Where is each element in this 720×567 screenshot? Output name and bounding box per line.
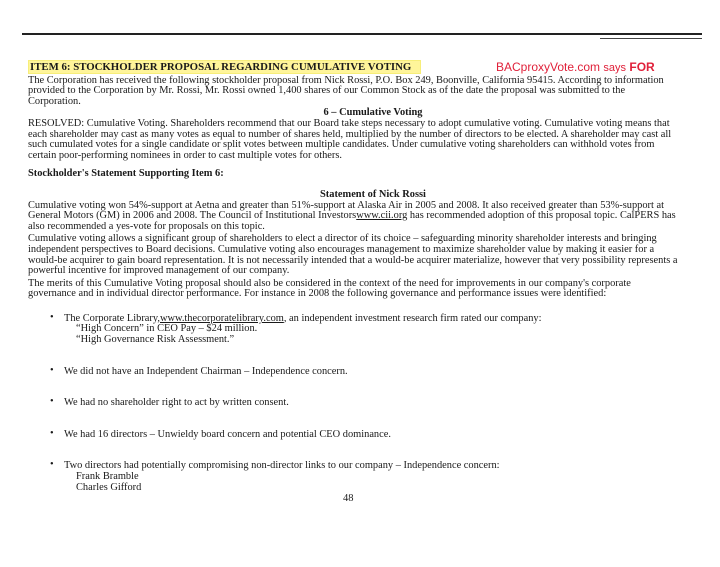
item-title xyxy=(28,62,421,73)
proposal-heading: 6 – Cumulative Voting xyxy=(323,107,423,119)
bullet-icon: • xyxy=(50,311,54,323)
paragraph-1-text-a: Cumulative voting won 54%-support at Aetna and greater than 51%-support at Alaska Air in 2005 and 2008. It also received greater than 53%-support at General Motors (GM) in 2006 and 2008. The Council of Institutional Investors xyxy=(28,199,664,222)
list-item xyxy=(50,427,678,441)
issues-list xyxy=(28,311,678,493)
page-number: 48 xyxy=(343,493,354,504)
bullet-icon: • xyxy=(50,364,54,376)
statement-heading: Statement of Nick Rossi xyxy=(320,188,426,200)
bullet-icon: • xyxy=(50,427,54,439)
intro-paragraph: The Corporation has received the following stockholder proposal from Nick Rossi, P.O. Box 249, Boonville, California 95415. According to information provided to the Corporation by Mr. Rossi, Mr. Rossi owned 1,400 shares of our Common Stock as of the date the proposal was submitted to the Corporation. xyxy=(28,74,664,107)
bullet-5-sub-2: Charles Gifford xyxy=(76,481,142,493)
bullet-1-text-a: The Corporate Library, xyxy=(64,312,160,324)
promo-for: FOR xyxy=(629,60,655,74)
resolved-paragraph: RESOLVED: Cumulative Voting. Shareholders recommend that our Board take steps necessary to adopt cumulative voting. Cumulative voting means that each shareholder may cast as many votes as equal to number of shares held, multiplied by the number of directors to be elected. A shareholder may cast all such cumulated votes for a single candidate or split votes between multiple candidates. Under cumulative voting shareholders can withhold votes from certain poor-performing nominees in order to cast multiple votes for others. xyxy=(28,117,672,161)
bullet-icon: • xyxy=(50,396,54,408)
list-item xyxy=(50,396,678,409)
bullet-1-text-b: , an independent investment research firm rated our company: xyxy=(283,312,542,324)
bullet-5-sub-1: Frank Bramble xyxy=(76,471,139,483)
paragraph-3: The merits of this Cumulative Voting proposal should also be considered in the context of the need for improvements in our company's corporate governance and in individual director performance. For instance in 2008 the following governance and performance issues were identified: xyxy=(28,277,631,300)
promo-site: BACproxyVote.com xyxy=(496,60,601,74)
top-rule xyxy=(22,33,702,35)
bullet-icon: • xyxy=(50,459,54,471)
paragraph-1 xyxy=(28,201,678,233)
bullet-1-sub-2: “High Governance Risk Assessment.” xyxy=(76,334,235,346)
document-page xyxy=(28,62,678,514)
item-title-highlight: ITEM 6: STOCKHOLDER PROPOSAL REGARDING CUMULATIVE VOTING xyxy=(28,60,421,74)
bullet-2-text: We did not have an Independent Chairman – Independence concern. xyxy=(64,365,348,377)
bullet-5-text: Two directors had potentially compromising non-director links to our company – Independence concern: xyxy=(64,460,500,472)
bullet-1-sub-1: “High Concern” in CEO Pay – $24 million. xyxy=(76,323,258,335)
promo-says: says xyxy=(603,62,627,74)
paragraph-2: Cumulative voting allows a significant group of shareholders to elect a director of its choice – safeguarding minority shareholder interests and bringing independent perspectives to Board decisions. Cumulative voting also encourages management to maximize shareholder value by making it easier for a would-be acquirer to gain board representation. It is not necessarily intended that a would-be acquirer materialize, however that very possibility represents a powerful incentive for improved management of our company. xyxy=(28,233,678,277)
list-item xyxy=(50,459,678,493)
support-heading: Stockholder's Statement Supporting Item 6: xyxy=(28,168,224,180)
corporate-library-link[interactable]: www.thecorporatelibrary.com xyxy=(159,312,284,324)
top-rule-secondary xyxy=(600,38,702,39)
list-item xyxy=(50,364,678,378)
paragraph-1-text-b: has recommended adoption of this proposal topic. CalPERS has also recommended a yes-vote for proposals on this topic. xyxy=(28,210,676,232)
bullet-3-text: We had no shareholder right to act by written consent. xyxy=(64,397,289,409)
list-item xyxy=(50,311,678,346)
bullet-4-text: We had 16 directors – Unwieldy board concern and potential CEO dominance. xyxy=(64,428,391,440)
cii-link[interactable]: www.cii.org xyxy=(356,210,408,222)
